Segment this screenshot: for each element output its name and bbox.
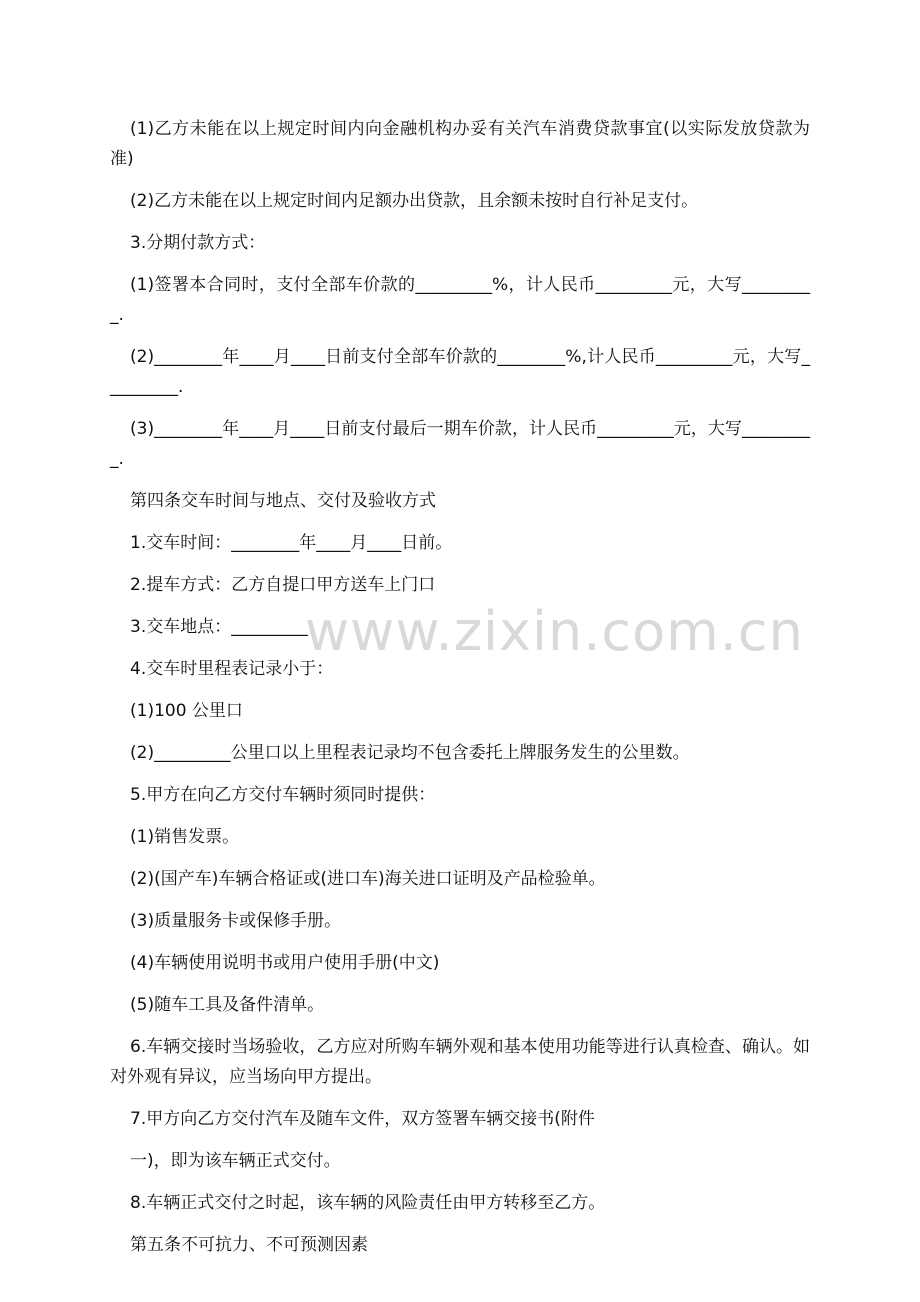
paragraph: 一)，即为该车辆正式交付。 (130, 1151, 341, 1171)
document-body (110, 114, 810, 1272)
paragraph: (2)(国产车)车辆合格证或(进口车)海关进口证明及产品检验单。 (130, 869, 606, 889)
section-heading: 第五条不可抗力、不可预测因素 (130, 1235, 368, 1255)
watermark: www.zixin.com.cn (305, 600, 804, 663)
paragraph: 2.提车方式：乙方自提口甲方送车上门口 (130, 575, 436, 595)
paragraph: 8.车辆正式交付之时起，该车辆的风险责任由甲方转移至乙方。 (130, 1193, 606, 1213)
paragraph: 4.交车时里程表记录小于： (130, 659, 334, 679)
paragraph: 6.车辆交接时当场验收，乙方应对所购车辆外观和基本使用功能等进行认真检查、确认。如对外观有异议，应当场向甲方提出。 (110, 1037, 810, 1087)
paragraph: (2)________年____月____日前支付全部车价款的________%,计人民币_________元，大写_________. (110, 347, 810, 397)
paragraph: (4)车辆使用说明书或用户使用手册(中文) (130, 953, 440, 973)
paragraph: (3)________年____月____日前支付最后一期车价款，计人民币_________元，大写_________. (110, 419, 810, 469)
paragraph: (2)乙方未能在以上规定时间内足额办出贷款，且余额未按时自行补足支付。 (130, 191, 699, 211)
paragraph: 3.分期付款方式： (130, 233, 266, 253)
paragraph: (2)_________公里口以上里程表记录均不包含委托上牌服务发生的公里数。 (130, 743, 690, 763)
paragraph: (1)乙方未能在以上规定时间内向金融机构办妥有关汽车消费贷款事宜(以实际发放贷款为准) (110, 119, 810, 169)
paragraph: (1)100 公里口 (130, 701, 243, 721)
paragraph: (1)销售发票。 (130, 827, 240, 847)
paragraph: 7.甲方向乙方交付汽车及随车文件，双方签署车辆交接书(附件 (130, 1109, 595, 1129)
paragraph: (5)随车工具及备件清单。 (130, 995, 325, 1015)
paragraph: 5.甲方在向乙方交付车辆时须同时提供： (130, 785, 436, 805)
section-heading: 第四条交车时间与地点、交付及验收方式 (130, 491, 436, 511)
paragraph: (1)签署本合同时，支付全部车价款的_________%，计人民币_________元，大写_________. (110, 275, 810, 325)
paragraph: 3.交车地点：_________ (130, 617, 308, 637)
paragraph: (3)质量服务卡或保修手册。 (130, 911, 342, 931)
paragraph: 1.交车时间：________年____月____日前。 (130, 533, 453, 553)
